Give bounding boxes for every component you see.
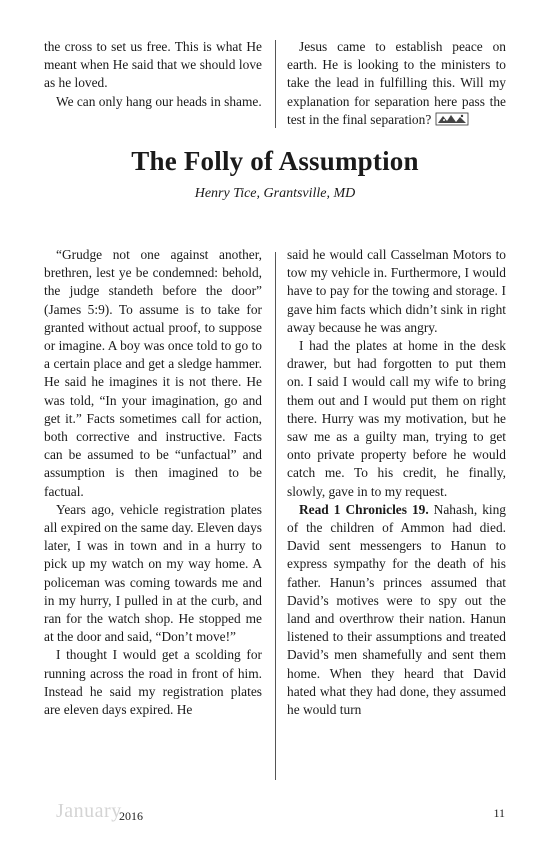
paragraph <box>287 501 506 719</box>
page-number: 11 <box>493 806 505 820</box>
top-left-column <box>44 38 262 111</box>
paragraph: “Grudge not one against another, brethren, lest ye be condemned: behold, the judge standeth before the door” (James 5:9). To assume is to take for granted without actual proof, to suppose or imagine. A boy was once told to go to a certain place and get a sledge hammer. He said he imagines it is not there. He was told, “In your imagination, go and get it.” Facts sometimes call for action, both corrective and instructive. Facts can be assumed to be “unfactual” and assumption is then imagined to be factual. <box>44 247 262 499</box>
article-byline: Henry Tice, Grantsville, MD <box>194 186 356 201</box>
article-title: The Folly of Assumption <box>131 146 419 176</box>
paragraph: Years ago, vehicle registration plates all expired on the same day. Eleven days later, I was in town and in a hurry to pick up my watch on my way home. A policeman was coming towards me and in my hurry, I pulled in at the curb, and ran for the watch shop. He stopped me at the door and said, “Don’t move!” <box>44 501 262 645</box>
paragraph: I had the plates at home in the desk drawer, but had forgotten to put them on. I said I would call my wife to bring them out and I would put them on right there. Hurry was my motivation, but he saw me as a guilty man, trying to get onto private property before he would catch me. To his credit, he finally, slowly, gave in to my request. <box>287 338 506 499</box>
top-right-column <box>287 38 506 129</box>
paragraph: the cross to set us free. This is what He meant when He said that we should love as he loved. <box>44 39 262 91</box>
article-left-column <box>44 246 262 719</box>
paragraph-text: Jesus came to establish peace on earth. He is looking to the ministers to take the lead in fulfilling this. Will my explanation for separation here pass the test in the final separation? <box>287 39 506 127</box>
footer-year: 2016 <box>119 809 143 823</box>
paragraph: I thought I would get a scolding for running across the road in front of him. Instead he said my registration plates are eleven days expired. He <box>44 647 262 718</box>
paragraph: said he would call Casselman Motors to tow my vehicle in. Furthermore, I would have to pay for the towing and storage. I gave him facts which didn’t sink in right away because he was angry. <box>287 247 506 335</box>
paragraph-text: Nahash, king of the children of Ammon had died. David sent messengers to Hanun to express sympathy for the death of his father. Hanun’s princes assumed that David’s motives were to spy out the land and overthrow their nation. Hanun listened to their assumptions and treated David’s men shamefully and sent them home. When they heard that David hated what they had done, they assumed he would turn <box>287 501 506 718</box>
paragraph <box>287 38 506 129</box>
footer-month: January <box>56 800 122 822</box>
ornament-icon <box>435 112 469 126</box>
article-right-column <box>287 246 506 719</box>
column-divider <box>275 40 276 128</box>
scripture-reference: Read 1 Chronicles 19. <box>299 501 429 517</box>
column-divider <box>275 252 276 780</box>
paragraph: We can only hang our heads in shame. <box>56 93 262 109</box>
